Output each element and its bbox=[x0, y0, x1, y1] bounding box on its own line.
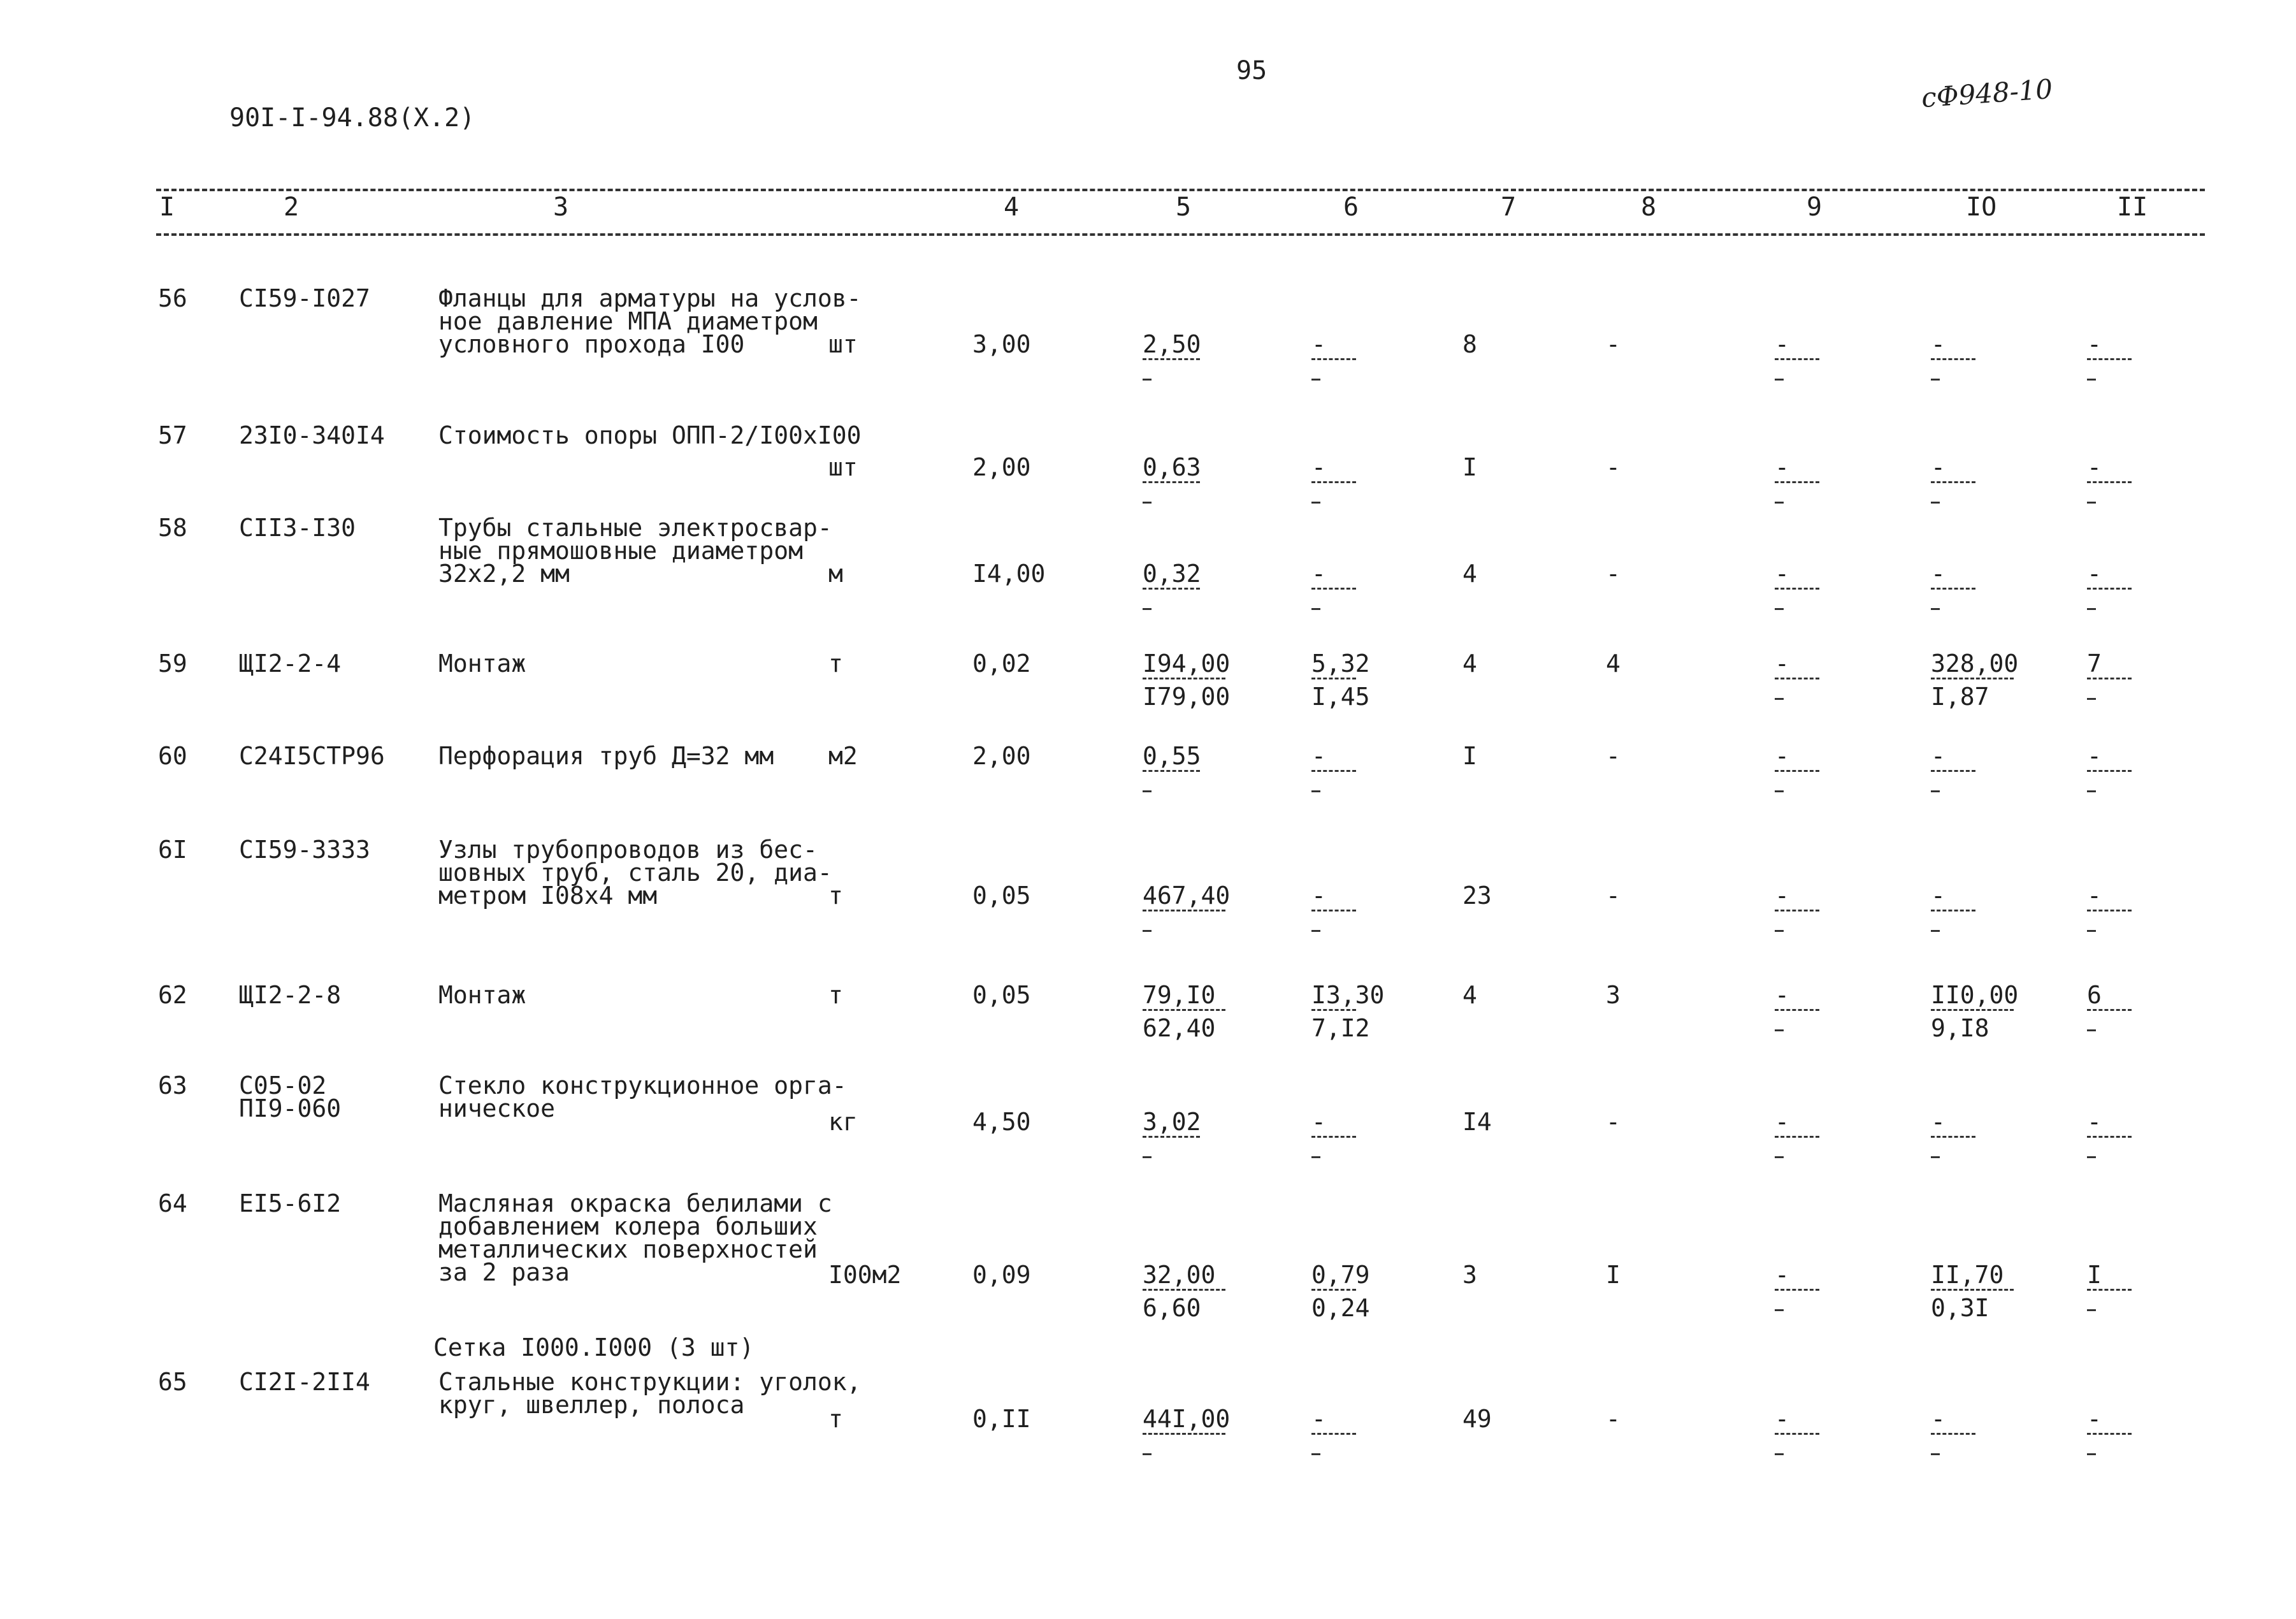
unit: кг bbox=[828, 1108, 858, 1136]
row-number: 56 bbox=[158, 284, 187, 312]
header-rule-top bbox=[156, 189, 2205, 191]
fraction-bar bbox=[1775, 588, 1819, 590]
col6-value: - bbox=[1311, 742, 1326, 770]
item-name: Монтаж bbox=[438, 981, 526, 1009]
column-header: 8 bbox=[1641, 192, 1657, 222]
item-code: 23I0-340I4 bbox=[239, 421, 385, 449]
fraction-lower-dash bbox=[2087, 930, 2096, 932]
c5-lower-value: 6,60 bbox=[1143, 1294, 1201, 1322]
c10-lower-value: 0,3I bbox=[1931, 1294, 1989, 1322]
document-code: 90I-I-94.88(X.2) bbox=[229, 103, 475, 133]
col5-value: 0,55 bbox=[1143, 742, 1201, 770]
col9-value: - bbox=[1775, 1108, 1789, 1136]
col8-value: I bbox=[1606, 1261, 1621, 1289]
row-number: 65 bbox=[158, 1368, 187, 1396]
col10-value: - bbox=[1931, 453, 1946, 481]
fraction-bar bbox=[2087, 770, 2132, 772]
col11-value: - bbox=[2087, 882, 2102, 910]
fraction-lower-dash bbox=[1143, 502, 1152, 504]
fraction-lower-dash bbox=[1931, 930, 1940, 932]
col8-value: 4 bbox=[1606, 650, 1621, 678]
item-code: ЩI2-2-8 bbox=[239, 981, 342, 1009]
fraction-bar bbox=[1775, 1289, 1819, 1291]
fraction-lower-dash bbox=[1143, 1453, 1152, 1455]
col8-value: - bbox=[1606, 882, 1621, 910]
c10-lower-value: 9,I8 bbox=[1931, 1014, 1989, 1042]
column-header: 5 bbox=[1176, 192, 1192, 222]
col10-value: - bbox=[1931, 330, 1946, 358]
fraction-bar bbox=[1775, 1009, 1819, 1011]
quantity: I4,00 bbox=[972, 560, 1046, 588]
col8-value: - bbox=[1606, 560, 1621, 588]
item-code: C24I5CTP96 bbox=[239, 742, 385, 770]
c6-lower-value: 0,24 bbox=[1311, 1294, 1370, 1322]
fraction-lower-dash bbox=[1311, 1453, 1320, 1455]
fraction-lower-dash bbox=[1311, 608, 1320, 610]
row-number: 57 bbox=[158, 421, 187, 449]
col5-value: 467,40 bbox=[1143, 882, 1231, 910]
fraction-bar bbox=[1931, 588, 1975, 590]
fraction-lower-dash bbox=[1775, 502, 1784, 504]
c5-lower-value: 62,40 bbox=[1143, 1014, 1216, 1042]
fraction-bar bbox=[1931, 1009, 2014, 1011]
fraction-lower-dash bbox=[1931, 1156, 1940, 1158]
fraction-bar bbox=[1143, 358, 1200, 360]
fraction-lower-dash bbox=[1143, 790, 1152, 792]
col6-value: - bbox=[1311, 560, 1326, 588]
column-header: IO bbox=[1966, 192, 1997, 222]
fraction-bar bbox=[1143, 1289, 1225, 1291]
fraction-bar bbox=[1931, 1433, 1975, 1435]
col6-value: - bbox=[1311, 1405, 1326, 1433]
col9-value: - bbox=[1775, 650, 1789, 678]
quantity: 3,00 bbox=[972, 330, 1031, 358]
col9-value: - bbox=[1775, 453, 1789, 481]
fraction-bar bbox=[2087, 1009, 2132, 1011]
col11-value: I bbox=[2087, 1261, 2102, 1289]
fraction-bar bbox=[1311, 1289, 1356, 1291]
unit: т bbox=[828, 1405, 843, 1433]
column-header: 4 bbox=[1004, 192, 1020, 222]
fraction-lower-dash bbox=[1931, 502, 1940, 504]
fraction-lower-dash bbox=[1931, 1453, 1940, 1455]
col11-value: - bbox=[2087, 330, 2102, 358]
fraction-lower-dash bbox=[1775, 930, 1784, 932]
fraction-bar bbox=[2087, 481, 2132, 483]
fraction-bar bbox=[1775, 1136, 1819, 1138]
fraction-lower-dash bbox=[2087, 698, 2096, 700]
item-name: Стоимость опоры ОПП-2/I00xI00 bbox=[438, 421, 862, 449]
fraction-bar bbox=[1775, 910, 1819, 911]
item-name: Масляная окраска белилами с добавлением колера больших металлических поверхностей за 2 раза bbox=[438, 1189, 832, 1286]
col11-value: 7 bbox=[2087, 650, 2102, 678]
unit: т bbox=[828, 650, 843, 678]
fraction-lower-dash bbox=[2087, 1029, 2096, 1031]
row-number: 6I bbox=[158, 836, 187, 864]
col7-value: 4 bbox=[1462, 560, 1477, 588]
column-header: II bbox=[2117, 192, 2148, 222]
fraction-bar bbox=[1311, 770, 1356, 772]
fraction-lower-dash bbox=[1931, 379, 1940, 381]
column-header: 2 bbox=[284, 192, 300, 222]
fraction-bar bbox=[1311, 910, 1356, 911]
fraction-bar bbox=[1775, 678, 1819, 679]
fraction-bar bbox=[1931, 481, 1975, 483]
fraction-bar bbox=[1775, 1433, 1819, 1435]
col6-value: - bbox=[1311, 453, 1326, 481]
col6-value: 0,79 bbox=[1311, 1261, 1370, 1289]
fraction-bar bbox=[1775, 481, 1819, 483]
col11-value: - bbox=[2087, 742, 2102, 770]
fraction-bar bbox=[1311, 1433, 1356, 1435]
item-name: Узлы трубопроводов из бес- шовных труб, сталь 20, диа- метром I08x4 мм bbox=[438, 836, 832, 910]
item-name: Фланцы для арматуры на услов- ное давление МПА диаметром условного прохода I00 bbox=[438, 284, 862, 358]
fraction-lower-dash bbox=[1931, 608, 1940, 610]
unit: м2 bbox=[828, 742, 858, 770]
col7-value: I bbox=[1462, 453, 1477, 481]
col11-value: - bbox=[2087, 1108, 2102, 1136]
fraction-lower-dash bbox=[1311, 930, 1320, 932]
col6-value: - bbox=[1311, 1108, 1326, 1136]
fraction-lower-dash bbox=[1311, 502, 1320, 504]
fraction-lower-dash bbox=[1311, 1156, 1320, 1158]
col7-value: 8 bbox=[1462, 330, 1477, 358]
col10-value: - bbox=[1931, 742, 1946, 770]
fraction-bar bbox=[1311, 588, 1356, 590]
column-header: 3 bbox=[553, 192, 569, 222]
fraction-lower-dash bbox=[2087, 608, 2096, 610]
item-code: EI5-6I2 bbox=[239, 1189, 342, 1217]
fraction-bar bbox=[1775, 358, 1819, 360]
row-number: 63 bbox=[158, 1071, 187, 1100]
unit: I00м2 bbox=[828, 1261, 902, 1289]
fraction-bar bbox=[2087, 588, 2132, 590]
quantity: 0,II bbox=[972, 1405, 1031, 1433]
row-number: 62 bbox=[158, 981, 187, 1009]
col10-value: 328,00 bbox=[1931, 650, 2019, 678]
fraction-lower-dash bbox=[1311, 379, 1320, 381]
fraction-bar bbox=[1311, 358, 1356, 360]
fraction-bar bbox=[1311, 481, 1356, 483]
fraction-lower-dash bbox=[1931, 790, 1940, 792]
item-code: ЩI2-2-4 bbox=[239, 650, 342, 678]
fraction-lower-dash bbox=[1775, 790, 1784, 792]
col8-value: - bbox=[1606, 330, 1621, 358]
col8-value: - bbox=[1606, 1108, 1621, 1136]
col7-value: 4 bbox=[1462, 650, 1477, 678]
item-name: Стекло конструкционное орга- ническое bbox=[438, 1071, 847, 1122]
header-rule-bottom bbox=[156, 233, 2205, 236]
fraction-bar bbox=[1143, 1136, 1200, 1138]
fraction-lower-dash bbox=[1775, 379, 1784, 381]
unit: шт bbox=[828, 453, 858, 481]
item-code: CI59-I027 bbox=[239, 284, 370, 312]
fraction-bar bbox=[1143, 588, 1200, 590]
fraction-bar bbox=[1143, 1433, 1225, 1435]
col9-value: - bbox=[1775, 1405, 1789, 1433]
col7-value: I bbox=[1462, 742, 1477, 770]
col8-value: 3 bbox=[1606, 981, 1621, 1009]
c6-lower-value: I,45 bbox=[1311, 683, 1370, 711]
col9-value: - bbox=[1775, 330, 1789, 358]
item-name: Стальные конструкции: уголок, круг, швеллер, полоса bbox=[438, 1368, 862, 1419]
col10-value: - bbox=[1931, 1108, 1946, 1136]
col7-value: 23 bbox=[1462, 882, 1492, 910]
fraction-lower-dash bbox=[1143, 1156, 1152, 1158]
fraction-lower-dash bbox=[2087, 1156, 2096, 1158]
col7-value: 4 bbox=[1462, 981, 1477, 1009]
quantity: 0,05 bbox=[972, 981, 1031, 1009]
col11-value: - bbox=[2087, 1405, 2102, 1433]
col5-value: 0,63 bbox=[1143, 453, 1201, 481]
fraction-lower-dash bbox=[2087, 1309, 2096, 1311]
col10-value: - bbox=[1931, 882, 1946, 910]
item-code: C05-02 ПI9-060 bbox=[239, 1071, 342, 1122]
col6-value: - bbox=[1311, 882, 1326, 910]
fraction-bar bbox=[2087, 1136, 2132, 1138]
fraction-bar bbox=[1143, 910, 1225, 911]
col6-value: 5,32 bbox=[1311, 650, 1370, 678]
fraction-lower-dash bbox=[1775, 608, 1784, 610]
col7-value: 3 bbox=[1462, 1261, 1477, 1289]
item-code: CI59-3333 bbox=[239, 836, 370, 864]
quantity: 2,00 bbox=[972, 742, 1031, 770]
fraction-bar bbox=[1931, 678, 2014, 679]
fraction-bar bbox=[1143, 481, 1200, 483]
col5-value: 32,00 bbox=[1143, 1261, 1216, 1289]
item-name: Трубы стальные электросвар- ные прямошовные диаметром 32x2,2 мм bbox=[438, 514, 832, 588]
col8-value: - bbox=[1606, 1405, 1621, 1433]
col9-value: - bbox=[1775, 1261, 1789, 1289]
col5-value: 3,02 bbox=[1143, 1108, 1201, 1136]
col10-value: - bbox=[1931, 1405, 1946, 1433]
fraction-lower-dash bbox=[1143, 379, 1152, 381]
row-number: 58 bbox=[158, 514, 187, 542]
col6-value: I3,30 bbox=[1311, 981, 1385, 1009]
fraction-lower-dash bbox=[1775, 1156, 1784, 1158]
col5-value: 2,50 bbox=[1143, 330, 1201, 358]
fraction-bar bbox=[1311, 1136, 1356, 1138]
fraction-bar bbox=[1143, 770, 1200, 772]
fraction-bar bbox=[1775, 770, 1819, 772]
col11-value: - bbox=[2087, 560, 2102, 588]
unit: т bbox=[828, 882, 843, 910]
column-header: I bbox=[159, 192, 175, 222]
unit: шт bbox=[828, 330, 858, 358]
fraction-bar bbox=[1931, 770, 1975, 772]
col11-value: - bbox=[2087, 453, 2102, 481]
col8-value: - bbox=[1606, 453, 1621, 481]
fraction-lower-dash bbox=[1775, 698, 1784, 700]
fraction-bar bbox=[2087, 358, 2132, 360]
fraction-bar bbox=[1143, 1009, 1225, 1011]
col10-value: II,70 bbox=[1931, 1261, 2004, 1289]
fraction-bar bbox=[2087, 678, 2132, 679]
row-number: 59 bbox=[158, 650, 187, 678]
col9-value: - bbox=[1775, 981, 1789, 1009]
column-header: 9 bbox=[1807, 192, 1823, 222]
column-header: 7 bbox=[1501, 192, 1517, 222]
item-name: Перфорация труб Д=32 мм bbox=[438, 742, 774, 770]
fraction-bar bbox=[2087, 1289, 2132, 1291]
col11-value: 6 bbox=[2087, 981, 2102, 1009]
col10-value: II0,00 bbox=[1931, 981, 2019, 1009]
fraction-lower-dash bbox=[1143, 930, 1152, 932]
c6-lower-value: 7,I2 bbox=[1311, 1014, 1370, 1042]
fraction-bar bbox=[1311, 1009, 1356, 1011]
col5-value: 44I,00 bbox=[1143, 1405, 1231, 1433]
handwritten-code: сФ948-10 bbox=[1920, 73, 2054, 114]
row-number: 60 bbox=[158, 742, 187, 770]
fraction-bar bbox=[1931, 910, 1975, 911]
row-note: Сетка I000.I000 (3 шт) bbox=[433, 1333, 755, 1361]
fraction-lower-dash bbox=[2087, 790, 2096, 792]
quantity: 2,00 bbox=[972, 453, 1031, 481]
unit: т bbox=[828, 981, 843, 1009]
fraction-bar bbox=[1143, 678, 1225, 679]
col7-value: I4 bbox=[1462, 1108, 1492, 1136]
item-name: Монтаж bbox=[438, 650, 526, 678]
c5-lower-value: I79,00 bbox=[1143, 683, 1231, 711]
col5-value: I94,00 bbox=[1143, 650, 1231, 678]
fraction-bar bbox=[1931, 358, 1975, 360]
col5-value: 79,I0 bbox=[1143, 981, 1216, 1009]
col9-value: - bbox=[1775, 560, 1789, 588]
col10-value: - bbox=[1931, 560, 1946, 588]
col6-value: - bbox=[1311, 330, 1326, 358]
item-code: CII3-I30 bbox=[239, 514, 356, 542]
fraction-lower-dash bbox=[2087, 1453, 2096, 1455]
fraction-lower-dash bbox=[1143, 608, 1152, 610]
fraction-lower-dash bbox=[1775, 1029, 1784, 1031]
quantity: 4,50 bbox=[972, 1108, 1031, 1136]
quantity: 0,05 bbox=[972, 882, 1031, 910]
quantity: 0,02 bbox=[972, 650, 1031, 678]
fraction-lower-dash bbox=[2087, 379, 2096, 381]
column-header: 6 bbox=[1343, 192, 1359, 222]
fraction-lower-dash bbox=[1775, 1453, 1784, 1455]
fraction-bar bbox=[2087, 1433, 2132, 1435]
item-code: CI2I-2II4 bbox=[239, 1368, 370, 1396]
col9-value: - bbox=[1775, 742, 1789, 770]
c10-lower-value: I,87 bbox=[1931, 683, 1989, 711]
col7-value: 49 bbox=[1462, 1405, 1492, 1433]
col8-value: - bbox=[1606, 742, 1621, 770]
fraction-bar bbox=[1931, 1289, 2014, 1291]
col5-value: 0,32 bbox=[1143, 560, 1201, 588]
page-number: 95 bbox=[1236, 56, 1267, 85]
unit: м bbox=[828, 560, 843, 588]
fraction-bar bbox=[1931, 1136, 1975, 1138]
fraction-lower-dash bbox=[1311, 790, 1320, 792]
row-number: 64 bbox=[158, 1189, 187, 1217]
col9-value: - bbox=[1775, 882, 1789, 910]
fraction-bar bbox=[1311, 678, 1356, 679]
fraction-lower-dash bbox=[1775, 1309, 1784, 1311]
quantity: 0,09 bbox=[972, 1261, 1031, 1289]
fraction-lower-dash bbox=[2087, 502, 2096, 504]
fraction-bar bbox=[2087, 910, 2132, 911]
